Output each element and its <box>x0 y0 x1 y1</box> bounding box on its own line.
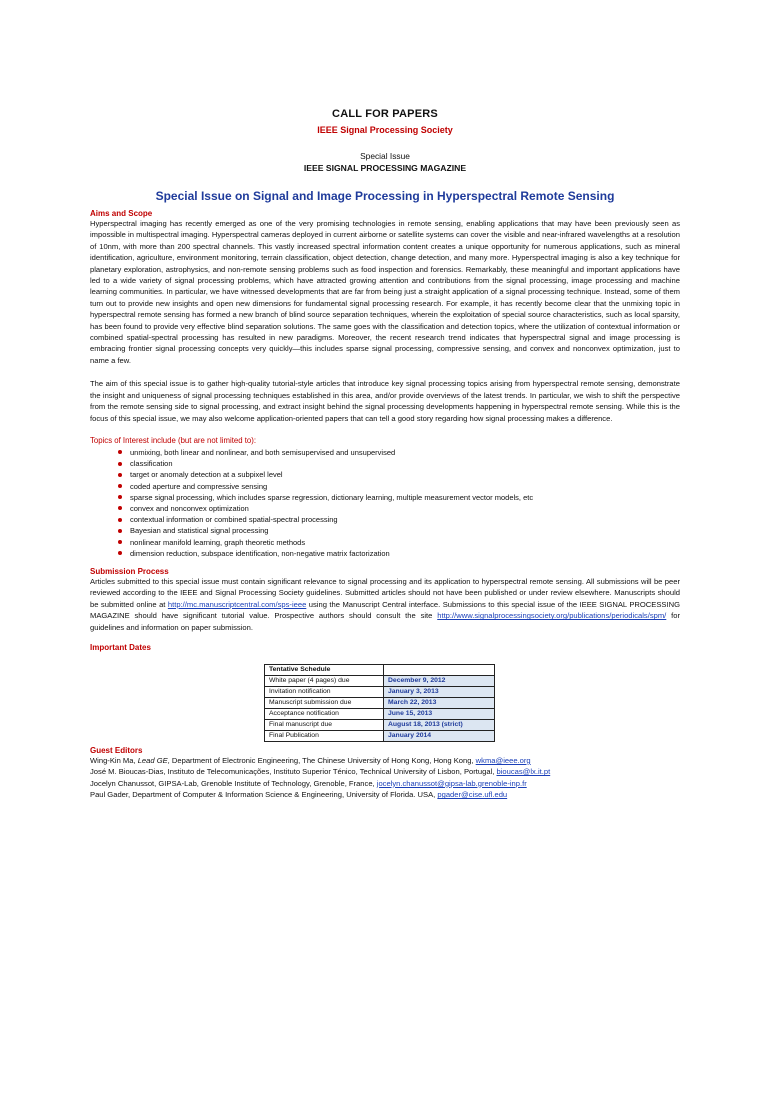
list-item: sparse signal processing, which includes sparse regression, dictionary learning, multiple measurement vector models, etc <box>118 492 680 503</box>
editor-email-link[interactable]: wkma@ieee.org <box>475 755 531 765</box>
magazine-name: IEEE SIGNAL PROCESSING MAGAZINE <box>303 163 467 173</box>
list-item: Bayesian and statistical signal processing <box>118 525 680 536</box>
aims-paragraph-1: Hyperspectral imaging has recently emerged as one of the very promising technologies in remote sensing, enabling applications that may have been previously seen as impossible in multispectral imaging. Hyperspectral cameras deployed in current airborne or satellite systems can cover the visible and near-infrared wavelengths at a resolution of 10nm, with more than 200 spectral channels. This vastly increased spectral information content creates a unique opportunity for numerous applications, such as mineral identification, agriculture, environment monitoring, terrain classification, object detection, change detection, and many more. Hyperspectral imaging is also a key technique for planetary exploration, astrophysics, and non-remote sensing problems such as food inspection and forensics. Remarkably, these meaningful and important applications have led to a wide variety of signal processing problems, which have attracted growing attention and contributions from the signal processing, image processing and machine learning communities. In particular, we have witnessed developments that are far from being just a straight application of a signal processing technique. Instead, some of them turn out to provide new insights and open new dimensions for fundamental signal processing research. For example, it has recently become clear that the unmixing topic in hyperspectral remote sensing has formed a new branch of blind source separation techniques, wherein the exploitation of special source characteristics, such as local sparsity, has been found to provide very effective blind separation solutions. The same goes with the classification and detection topics, where the utilization of contextual information or combined spatial-spectral processing has resulted in new paradigms. Moreover, the recent research trend indicates that hyperspectral signal and image processing is embracing frontier signal processing concepts very quickly—this includes sparse signal processing, compressive sensing, and convex and nonconvex optimization, just to name a few. <box>90 219 680 365</box>
call-heading: CALL FOR PAPERS <box>332 108 438 120</box>
document-page <box>0 108 768 1102</box>
bullet-icon <box>118 529 122 533</box>
table-row <box>265 664 495 675</box>
editor-line: Wing-Kin Ma, Lead GE, Department of Electronic Engineering, The Chinese University of Hong Kong, Hong Kong, wkma@ieee.org <box>90 755 531 765</box>
editor-line: Jocelyn Chanussot, GIPSA-Lab, Grenoble Institute of Technology, Grenoble, France, jocelyn.chanussot@gipsa-lab.grenoble-inp.fr <box>90 778 527 788</box>
bullet-icon <box>118 551 122 555</box>
list-item: coded aperture and compressive sensing <box>118 481 680 492</box>
list-item: convex and nonconvex optimization <box>118 503 680 514</box>
topics-heading: Topics of Interest include (but are not limited to): <box>90 435 256 445</box>
bullet-icon <box>118 484 122 488</box>
bullet-icon <box>118 450 122 454</box>
table-row: Acceptance notification June 15, 2013 <box>265 708 495 719</box>
bullet-icon <box>118 473 122 477</box>
schedule-table <box>264 664 495 742</box>
bullet-icon <box>118 540 122 544</box>
table-row: Invitation notification January 3, 2013 <box>265 686 495 697</box>
list-item: contextual information or combined spatial-spectral processing <box>118 514 680 525</box>
guest-editors-heading: Guest Editors <box>90 745 143 755</box>
society-name: IEEE Signal Processing Society <box>317 125 453 135</box>
bullet-icon <box>118 462 122 466</box>
submission-paragraph: Articles submitted to this special issue must contain significant relevance to signal processing and its application to hyperspectral remote sensing. All submissions will be peer reviewed according to the IEEE and Signal Processing Society guidelines. Submitted articles should not have been published or under review elsewhere. Manuscripts should be submitted online at http://mc.manuscriptcentral.com/sps-ieee using the Manuscript Central interface. Submissions to this special issue of the IEEE SIGNAL PROCESSING MAGAZINE should have significant tutorial value. Prospective authors should consult the site http://www.signalprocessingsociety.org/publications/periodicals/spm/ for guidelines and information on paper submission. <box>90 576 680 632</box>
issue-title: Special Issue on Signal and Image Processing in Hyperspectral Remote Sensing <box>155 189 615 203</box>
spm-guidelines-link[interactable]: http://www.signalprocessingsociety.org/publications/periodicals/spm/ <box>437 611 667 621</box>
dates-heading: Important Dates <box>90 642 151 652</box>
editor-email-link[interactable]: bioucas@lx.it.pt <box>496 767 551 777</box>
table-row: White paper (4 pages) due December 9, 2012 <box>265 675 495 686</box>
topics-list <box>90 447 680 559</box>
submission-heading: Submission Process <box>90 566 169 576</box>
bullet-icon <box>118 518 122 522</box>
editor-line: José M. Bioucas-Dias, Instituto de Telecomunicações, Instituto Superior Ténico, Technical University of Lisbon, Portugal, bioucas@lx.it.pt <box>90 767 551 777</box>
special-issue-label: Special Issue <box>360 151 410 161</box>
table-row: Final Publication January 2014 <box>265 730 495 741</box>
manuscript-central-link[interactable]: http://mc.manuscriptcentral.com/sps-ieee <box>167 599 307 609</box>
list-item: nonlinear manifold learning, graph theoretic methods <box>118 537 680 548</box>
editor-line: Paul Gader, Department of Computer & Information Science & Engineering, University of Florida. USA, pgader@cise.ufl.edu <box>90 790 508 800</box>
aims-heading: Aims and Scope <box>90 209 153 218</box>
list-item: dimension reduction, subspace identification, non-negative matrix factorization <box>118 548 680 559</box>
list-item: target or anomaly detection at a subpixel level <box>118 469 680 480</box>
aims-paragraph-2: The aim of this special issue is to gather high-quality tutorial-style articles that introduce key signal processing topics arising from hyperspectral remote sensing, demonstrate the insight and uniqueness of signal processing techniques established in this area, and/or provide overviews of the latest trends. In particular, we wish to shift the perspective from the remote sensing side to signal processing, and extract insight behind the signal processing developments happening in hyperspectral remote sensing. While this is the focus of this special issue, we may also welcome application-oriented papers that can tell a good story regarding how signal processing makes a difference. <box>90 379 680 423</box>
table-row: Final manuscript due August 18, 2013 (strict) <box>265 719 495 730</box>
table-row: Manuscript submission due March 22, 2013 <box>265 697 495 708</box>
bullet-icon <box>118 506 122 510</box>
schedule-header: Tentative Schedule <box>265 664 384 675</box>
editor-email-link[interactable]: pgader@cise.ufl.edu <box>437 790 508 800</box>
list-item: unmixing, both linear and nonlinear, and both semisupervised and unsupervised <box>118 447 680 458</box>
list-item: classification <box>118 458 680 469</box>
editor-email-link[interactable]: jocelyn.chanussot@gipsa-lab.grenoble-inp.fr <box>376 778 527 788</box>
bullet-icon <box>118 495 122 499</box>
